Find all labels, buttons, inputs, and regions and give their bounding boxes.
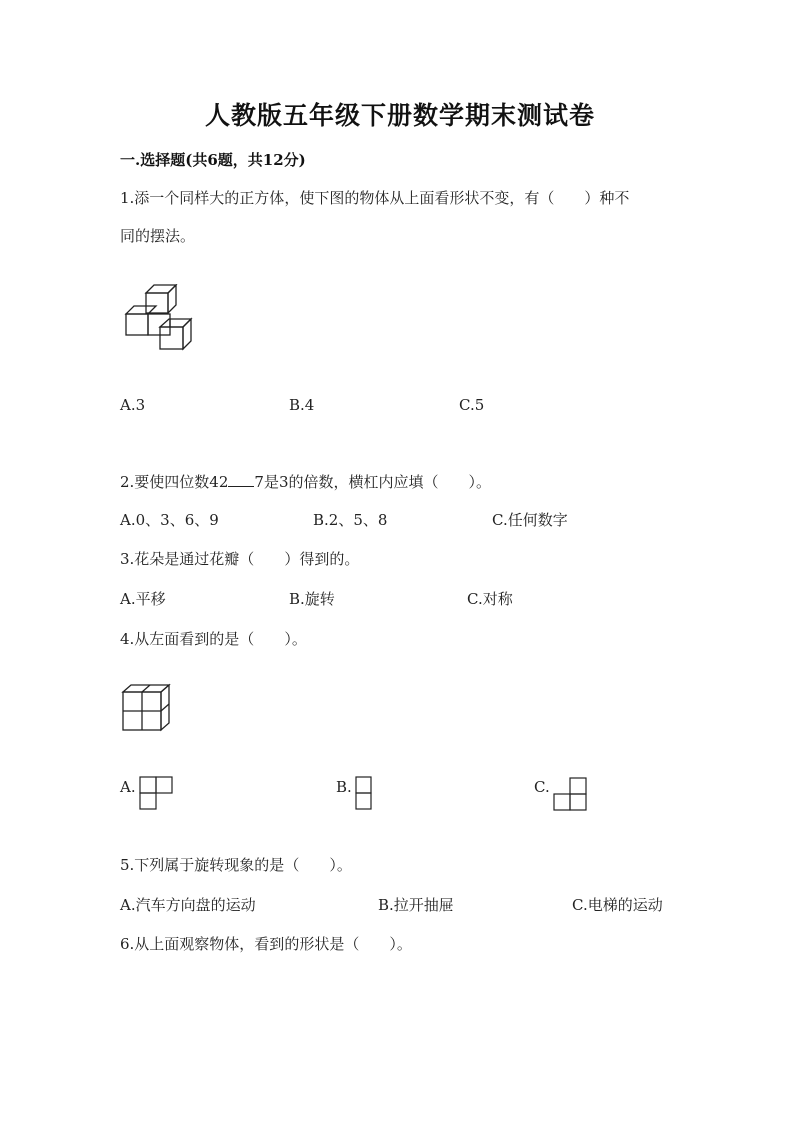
question-1-stem-line2: 同的摆法。	[120, 227, 196, 245]
page-title: 人教版五年级下册数学期末测试卷	[204, 101, 595, 130]
question-5-option-b: B.拉开抽屉	[378, 896, 454, 914]
question-4-cube-block-figure	[120, 683, 172, 735]
question-4-option-c: C.	[534, 778, 550, 796]
question-3-option-b: B.旋转	[289, 590, 335, 608]
question-1-stem-line1: 1.添一个同样大的正方体，使下图的物体从上面看形状不变，有（ ）种不	[120, 189, 630, 207]
question-4-option-b-figure	[355, 776, 373, 810]
question-2-option-a: A.0、3、6、9	[120, 511, 219, 529]
question-6-stem: 6.从上面观察物体，看到的形状是（ ）。	[120, 935, 412, 953]
question-2-stem-after: 7是3的倍数，横杠内应填（ ）。	[254, 473, 491, 491]
question-4-stem: 4.从左面看到的是（ ）。	[120, 630, 307, 648]
question-1-cube-stack-figure	[124, 284, 208, 352]
question-4-option-a-figure	[139, 776, 175, 810]
question-1-option-a: A.3	[120, 396, 146, 414]
section-heading: 一.选择题(共6题，共12分)	[120, 151, 306, 169]
question-2-option-c: C.任何数字	[492, 511, 568, 529]
question-4-option-b: B.	[336, 778, 352, 796]
question-5-stem: 5.下列属于旋转现象的是（ ）。	[120, 856, 352, 874]
question-4-option-c-figure	[552, 777, 588, 811]
question-1-option-b: B.4	[289, 396, 315, 414]
question-3-option-a: A.平移	[120, 590, 166, 608]
question-2-stem	[120, 471, 491, 492]
question-5-option-a: A.汽车方向盘的运动	[120, 896, 256, 914]
question-1-option-c: C.5	[459, 396, 485, 414]
question-3-option-c: C.对称	[467, 590, 513, 608]
question-2-option-b: B.2、5、8	[313, 511, 388, 529]
question-2-blank	[228, 471, 254, 487]
question-5-option-c: C.电梯的运动	[572, 896, 663, 914]
question-3-stem: 3.花朵是通过花瓣（ ）得到的。	[120, 550, 360, 568]
question-2-stem-before: 2.要使四位数42	[120, 473, 229, 491]
question-4-option-a: A.	[120, 778, 136, 796]
